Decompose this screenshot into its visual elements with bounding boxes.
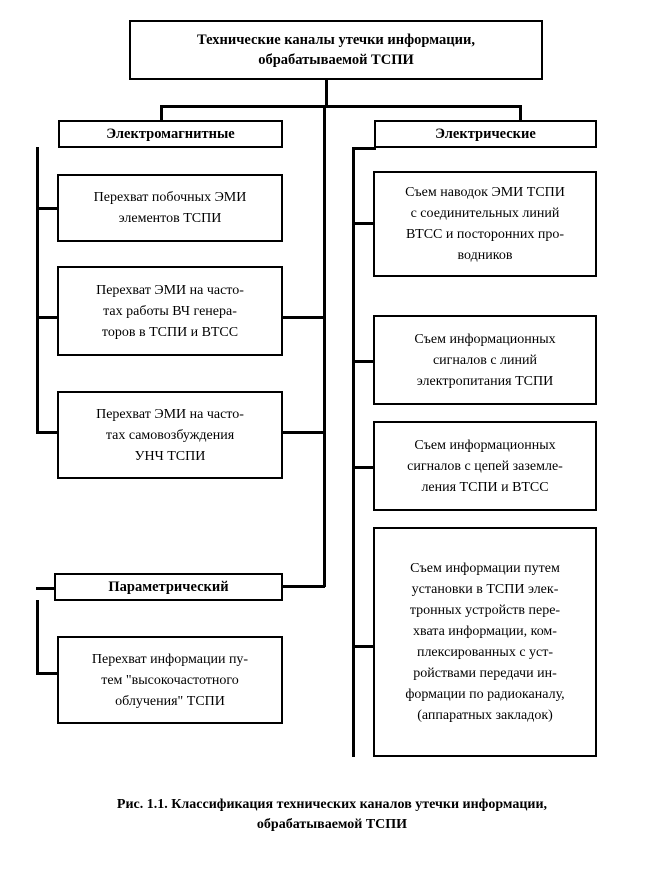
connector-el-spine (352, 147, 355, 757)
connector-el-branch-2 (352, 360, 374, 363)
el-item-1-line-3: ВТСС и посторонних про- (406, 227, 564, 242)
connector-root-stem (325, 80, 328, 106)
el-item-3-line-3: ления ТСПИ и ВТСС (421, 479, 549, 495)
node-parametric-item-1 (57, 636, 283, 724)
figure-caption-line-1 (0, 795, 664, 815)
em-item-3-line-1: Перехват ЭМИ на часто- (96, 406, 244, 422)
connector-el-branch-1 (352, 222, 374, 225)
caption-text-2: обрабатываемой ТСПИ (256, 817, 408, 832)
parametric-item-1-line-3: облучения" ТСПИ (115, 693, 225, 709)
el-item-4-line-6: ройствами передачи ин- (413, 666, 557, 681)
connector-to-electromagnetic (160, 105, 163, 121)
el-item-2-line-3: электропитания ТСПИ (416, 373, 554, 389)
connector-el-cat-drop (352, 147, 376, 150)
connector-em-right-join-1 (283, 316, 325, 319)
category-electrical-label: Электрические (435, 126, 536, 142)
el-item-3-line-1: Съем информационных (414, 437, 556, 453)
connector-el-branch-4 (352, 645, 374, 648)
node-em-item-2 (57, 266, 283, 356)
node-el-item-4 (373, 527, 597, 757)
category-electromagnetic-label: Электромагнитные (106, 126, 235, 142)
parametric-item-1-line-2: тем "высокочастотного (101, 672, 239, 688)
connector-parametric-spine-top (36, 587, 55, 590)
node-em-item-1 (57, 174, 283, 242)
el-item-3-line-2: сигналов с цепей заземле- (407, 458, 563, 474)
connector-center-trunk (323, 105, 326, 587)
el-item-4-line-8: (аппаратных закладок) (417, 708, 553, 723)
connector-em-spine-lower (36, 209, 39, 433)
el-item-1-line-4: водников (457, 248, 513, 263)
em-item-1-line-1: Перехват побочных ЭМИ (93, 190, 247, 205)
el-item-4-line-3: тронных устройств пере- (409, 603, 561, 618)
connector-parametric-join (283, 585, 325, 588)
el-item-4-line-1: Съем информации путем (410, 561, 560, 576)
node-root-title (129, 20, 543, 80)
connector-em-branch-2 (36, 316, 58, 319)
parametric-item-1-line-1: Перехват информации пу- (91, 651, 249, 667)
node-el-item-1 (373, 171, 597, 277)
el-item-4-line-5: плексированных с уст- (416, 645, 554, 660)
connector-el-branch-3 (352, 466, 374, 469)
figure-caption-line-2 (0, 815, 664, 835)
connector-parametric-spine (36, 600, 39, 675)
connector-to-electrical (519, 105, 522, 121)
connector-root-bus (160, 105, 522, 108)
em-item-2-line-3: торов в ТСПИ и ВТСС (101, 324, 239, 340)
el-item-1-line-2: с соединительных линий (410, 206, 560, 221)
el-item-4-line-2: установки в ТСПИ элек- (411, 582, 559, 597)
em-item-1-line-2: элементов ТСПИ (118, 211, 222, 226)
el-item-2-line-1: Съем информационных (414, 331, 556, 347)
connector-em-cat-drop (36, 147, 39, 150)
el-item-4-line-4: хвата информации, ком- (413, 624, 557, 639)
connector-em-right-join-2 (283, 431, 325, 434)
em-item-3-line-3: УНЧ ТСПИ (134, 448, 206, 464)
node-el-item-2 (373, 315, 597, 405)
node-category-electrical (374, 120, 597, 148)
connector-em-spine (36, 147, 39, 209)
el-item-2-line-2: сигналов с линий (432, 352, 538, 368)
connector-em-branch-1 (36, 207, 58, 210)
root-title-line-1: Технические каналы утечки информации, (197, 32, 475, 48)
el-item-4-line-7: формации по радиоканалу, (405, 687, 565, 702)
caption-text-1: Рис. 1.1. Классификация технических каналов утечки информации, (116, 797, 548, 812)
em-item-3-line-2: тах самовозбуждения (105, 427, 235, 443)
node-el-item-3 (373, 421, 597, 511)
category-parametric-label: Параметрический (108, 579, 229, 595)
root-title-line-2: обрабатываемой ТСПИ (258, 52, 414, 68)
node-category-electromagnetic (58, 120, 283, 148)
node-category-parametric (54, 573, 283, 601)
el-item-1-line-1: Съем наводок ЭМИ ТСПИ (405, 185, 565, 200)
connector-parametric-branch-1 (36, 672, 58, 675)
node-em-item-3 (57, 391, 283, 479)
em-item-2-line-1: Перехват ЭМИ на часто- (96, 282, 244, 298)
em-item-2-line-2: тах работы ВЧ генера- (103, 303, 237, 319)
connector-em-branch-3 (36, 431, 58, 434)
